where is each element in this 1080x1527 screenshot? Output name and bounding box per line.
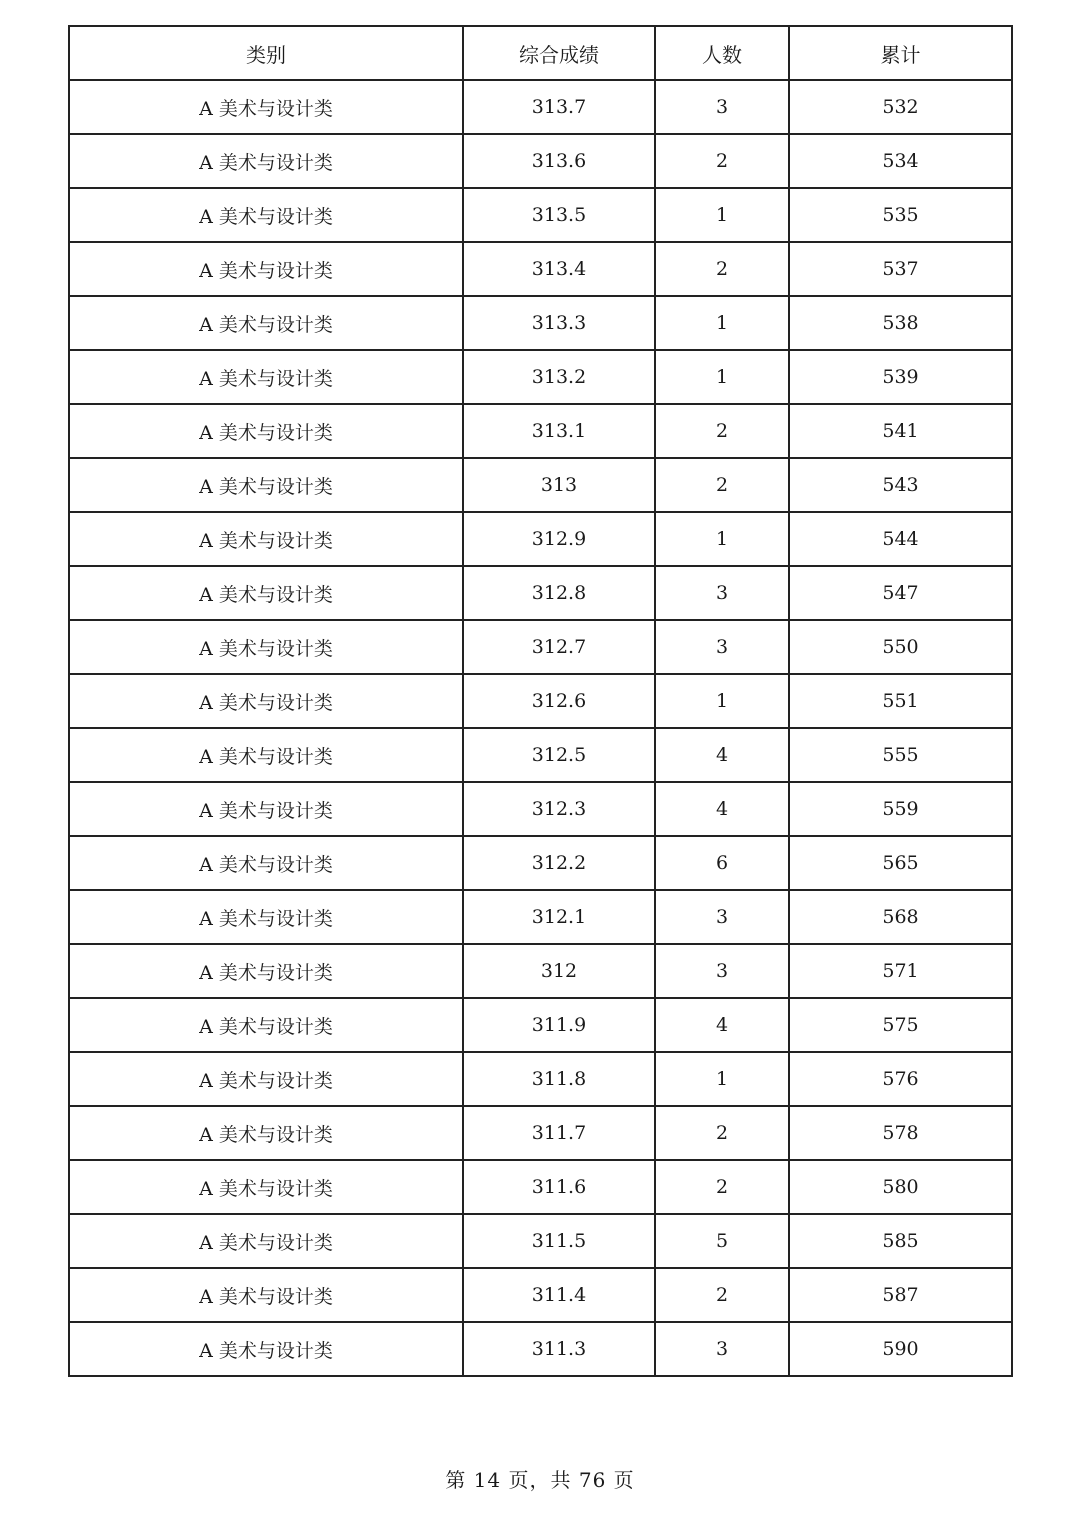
cell-cumulative: 559 bbox=[789, 782, 1012, 836]
table-row bbox=[69, 782, 1012, 836]
cell-composite-score: 313.5 bbox=[463, 188, 655, 242]
table-row bbox=[69, 998, 1012, 1052]
header-category: 类别 bbox=[69, 26, 463, 80]
cell-count: 3 bbox=[655, 80, 789, 134]
cell-cumulative: 587 bbox=[789, 1268, 1012, 1322]
cell-category: A 美术与设计类 bbox=[69, 80, 463, 134]
cell-cumulative: 585 bbox=[789, 1214, 1012, 1268]
cell-composite-score: 313.3 bbox=[463, 296, 655, 350]
cell-composite-score: 312.8 bbox=[463, 566, 655, 620]
cell-cumulative: 575 bbox=[789, 998, 1012, 1052]
cell-category: A 美术与设计类 bbox=[69, 782, 463, 836]
cell-composite-score: 311.9 bbox=[463, 998, 655, 1052]
score-table bbox=[68, 25, 1013, 1377]
table-row bbox=[69, 188, 1012, 242]
cell-count: 2 bbox=[655, 458, 789, 512]
cell-category: A 美术与设计类 bbox=[69, 134, 463, 188]
cell-composite-score: 311.5 bbox=[463, 1214, 655, 1268]
cell-category: A 美术与设计类 bbox=[69, 728, 463, 782]
table-row bbox=[69, 404, 1012, 458]
table-row bbox=[69, 458, 1012, 512]
cell-cumulative: 576 bbox=[789, 1052, 1012, 1106]
cell-composite-score: 312.2 bbox=[463, 836, 655, 890]
cell-category: A 美术与设计类 bbox=[69, 458, 463, 512]
cell-composite-score: 313.7 bbox=[463, 80, 655, 134]
page-number: 第 14 页，共 76 页 bbox=[445, 1468, 635, 1492]
cell-category: A 美术与设计类 bbox=[69, 242, 463, 296]
cell-count: 3 bbox=[655, 1322, 789, 1376]
cell-count: 3 bbox=[655, 890, 789, 944]
cell-count: 2 bbox=[655, 134, 789, 188]
cell-count: 2 bbox=[655, 404, 789, 458]
cell-cumulative: 578 bbox=[789, 1106, 1012, 1160]
score-table-container bbox=[68, 25, 1011, 1377]
cell-count: 2 bbox=[655, 242, 789, 296]
cell-category: A 美术与设计类 bbox=[69, 890, 463, 944]
cell-composite-score: 311.7 bbox=[463, 1106, 655, 1160]
cell-category: A 美术与设计类 bbox=[69, 944, 463, 998]
cell-category: A 美术与设计类 bbox=[69, 1214, 463, 1268]
cell-cumulative: 550 bbox=[789, 620, 1012, 674]
cell-composite-score: 313 bbox=[463, 458, 655, 512]
cell-composite-score: 313.6 bbox=[463, 134, 655, 188]
table-row bbox=[69, 1052, 1012, 1106]
table-header-row bbox=[69, 26, 1012, 80]
table-row bbox=[69, 350, 1012, 404]
cell-category: A 美术与设计类 bbox=[69, 1322, 463, 1376]
cell-count: 6 bbox=[655, 836, 789, 890]
table-row bbox=[69, 1106, 1012, 1160]
cell-cumulative: 547 bbox=[789, 566, 1012, 620]
cell-cumulative: 580 bbox=[789, 1160, 1012, 1214]
header-count: 人数 bbox=[655, 26, 789, 80]
cell-count: 4 bbox=[655, 728, 789, 782]
cell-count: 3 bbox=[655, 566, 789, 620]
cell-count: 3 bbox=[655, 620, 789, 674]
cell-count: 1 bbox=[655, 1052, 789, 1106]
cell-cumulative: 541 bbox=[789, 404, 1012, 458]
cell-category: A 美术与设计类 bbox=[69, 404, 463, 458]
cell-cumulative: 565 bbox=[789, 836, 1012, 890]
table-row bbox=[69, 1268, 1012, 1322]
cell-composite-score: 312.6 bbox=[463, 674, 655, 728]
cell-category: A 美术与设计类 bbox=[69, 674, 463, 728]
cell-cumulative: 544 bbox=[789, 512, 1012, 566]
cell-cumulative: 555 bbox=[789, 728, 1012, 782]
cell-composite-score: 313.2 bbox=[463, 350, 655, 404]
cell-cumulative: 538 bbox=[789, 296, 1012, 350]
table-row bbox=[69, 674, 1012, 728]
cell-category: A 美术与设计类 bbox=[69, 1106, 463, 1160]
cell-cumulative: 534 bbox=[789, 134, 1012, 188]
cell-composite-score: 312.9 bbox=[463, 512, 655, 566]
cell-count: 4 bbox=[655, 998, 789, 1052]
cell-composite-score: 311.8 bbox=[463, 1052, 655, 1106]
cell-count: 2 bbox=[655, 1268, 789, 1322]
cell-category: A 美术与设计类 bbox=[69, 836, 463, 890]
cell-cumulative: 571 bbox=[789, 944, 1012, 998]
cell-category: A 美术与设计类 bbox=[69, 998, 463, 1052]
table-row bbox=[69, 242, 1012, 296]
cell-category: A 美术与设计类 bbox=[69, 512, 463, 566]
cell-count: 1 bbox=[655, 512, 789, 566]
cell-composite-score: 311.3 bbox=[463, 1322, 655, 1376]
cell-cumulative: 539 bbox=[789, 350, 1012, 404]
cell-count: 3 bbox=[655, 944, 789, 998]
cell-composite-score: 312.3 bbox=[463, 782, 655, 836]
table-row bbox=[69, 620, 1012, 674]
table-row bbox=[69, 890, 1012, 944]
cell-composite-score: 313.4 bbox=[463, 242, 655, 296]
cell-category: A 美术与设计类 bbox=[69, 350, 463, 404]
cell-cumulative: 551 bbox=[789, 674, 1012, 728]
header-composite-score: 综合成绩 bbox=[463, 26, 655, 80]
table-row bbox=[69, 944, 1012, 998]
table-row bbox=[69, 512, 1012, 566]
table-row bbox=[69, 728, 1012, 782]
cell-cumulative: 532 bbox=[789, 80, 1012, 134]
cell-composite-score: 312 bbox=[463, 944, 655, 998]
cell-category: A 美术与设计类 bbox=[69, 1052, 463, 1106]
cell-category: A 美术与设计类 bbox=[69, 1160, 463, 1214]
table-row bbox=[69, 1322, 1012, 1376]
table-row bbox=[69, 296, 1012, 350]
table-row bbox=[69, 836, 1012, 890]
table-body bbox=[69, 80, 1012, 1376]
cell-composite-score: 312.7 bbox=[463, 620, 655, 674]
cell-composite-score: 311.4 bbox=[463, 1268, 655, 1322]
cell-cumulative: 543 bbox=[789, 458, 1012, 512]
table-row bbox=[69, 566, 1012, 620]
cell-cumulative: 535 bbox=[789, 188, 1012, 242]
cell-count: 2 bbox=[655, 1106, 789, 1160]
table-row bbox=[69, 134, 1012, 188]
cell-composite-score: 312.1 bbox=[463, 890, 655, 944]
cell-category: A 美术与设计类 bbox=[69, 296, 463, 350]
cell-count: 1 bbox=[655, 188, 789, 242]
cell-category: A 美术与设计类 bbox=[69, 566, 463, 620]
cell-composite-score: 313.1 bbox=[463, 404, 655, 458]
header-cumulative: 累计 bbox=[789, 26, 1012, 80]
cell-count: 1 bbox=[655, 350, 789, 404]
table-row bbox=[69, 1160, 1012, 1214]
cell-count: 2 bbox=[655, 1160, 789, 1214]
table-row bbox=[69, 1214, 1012, 1268]
cell-cumulative: 590 bbox=[789, 1322, 1012, 1376]
cell-count: 1 bbox=[655, 674, 789, 728]
cell-composite-score: 312.5 bbox=[463, 728, 655, 782]
cell-cumulative: 537 bbox=[789, 242, 1012, 296]
cell-count: 4 bbox=[655, 782, 789, 836]
cell-cumulative: 568 bbox=[789, 890, 1012, 944]
table-row bbox=[69, 80, 1012, 134]
cell-composite-score: 311.6 bbox=[463, 1160, 655, 1214]
cell-category: A 美术与设计类 bbox=[69, 188, 463, 242]
cell-count: 5 bbox=[655, 1214, 789, 1268]
cell-category: A 美术与设计类 bbox=[69, 620, 463, 674]
cell-count: 1 bbox=[655, 296, 789, 350]
cell-category: A 美术与设计类 bbox=[69, 1268, 463, 1322]
